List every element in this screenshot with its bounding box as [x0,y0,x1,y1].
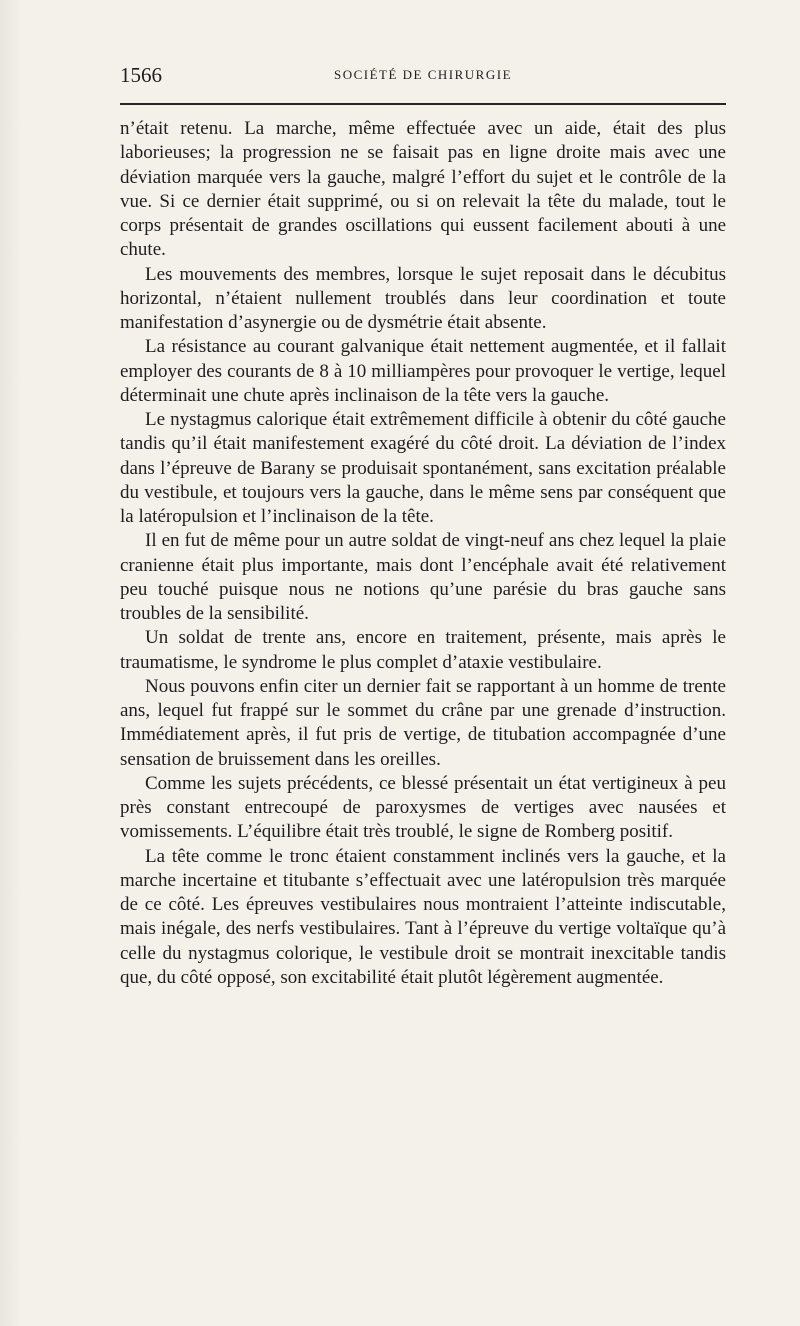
paragraph-8: Comme les sujets précédents, ce blessé présentait un état vertigineux à peu près constant entrecoupé de paroxysmes de vertiges avec nausées et vomissements. L’équilibre était très troublé, le signe de Romberg positif. [120,772,726,843]
paragraph-2: Les mouvements des membres, lorsque le sujet reposait dans le décubitus horizontal, n’étaient nullement troublés dans leur coordination et toute manifestation d’asynergie ou de dysmétrie était absente. [120,263,726,333]
page-edge-shadow [0,0,22,1326]
body-text [120,117,726,990]
header-rule [120,103,726,105]
paragraph-6: Un soldat de trente ans, encore en traitement, présente, mais après le traumatisme, le syndrome le plus complet d’ataxie vestibulaire. [120,627,726,673]
paragraph-5: Il en fut de même pour un autre soldat de vingt-neuf ans chez lequel la plaie cranienne était plus importante, mais dont l’encéphale avait été relativement peu touché puisque nous ne notions qu’une parésie du bras gauche sans troubles de la sensibilité. [120,530,726,624]
paragraph-9: La tête comme le tronc étaient constamment inclinés vers la gauche, et la marche incertaine et titubante s’effectuait avec une latéropulsion très marquée de ce côté. Les épreuves vestibulaires nous montraient l’atteinte indiscutable, mais inégale, des nerfs vestibulaires. Tant à l’épreuve du vertige voltaïque qu’à celle du nystagmus colorique, le vestibule droit se montrait inexcitable tandis que, du côté opposé, son excitabilité était plutôt légèrement augmentée. [120,845,726,988]
paragraph-1: n’était retenu. La marche, même effectuée avec un aide, était des plus laborieuses; la progression ne se faisait pas en ligne droite mais avec une déviation marquée vers la gauche, malgré l’effort du sujet et le contrôle de la vue. Si ce dernier était supprimé, ou si on relevait la tête du malade, tout le corps présentait de grandes oscillations qui eussent facilement abouti à une chute. [120,118,726,261]
paragraph-7: Nous pouvons enfin citer un dernier fait se rapportant à un homme de trente ans, lequel fut frappé sur le sommet du crâne par une grenade d’instruction. Immédiatement après, il fut pris de vertige, de titubation accompagnée d’une sensation de bruissement dans les oreilles. [120,675,726,770]
paragraph-4: Le nystagmus calorique était extrêmement difficile à obtenir du côté gauche tandis qu’il était manifestement exagéré du côté droit. La déviation de l’index dans l’épreuve de Barany se produisait spontanément, sans excitation préalable du vestibule, et toujours vers la gauche, dans le même sens par conséquent que la latéropulsion et l’inclinaison de la tête. [120,409,726,527]
running-header [120,63,726,95]
running-title: SOCIÉTÉ DE CHIRURGIE [333,67,513,82]
paragraph-3: La résistance au courant galvanique était nettement augmentée, et il fallait employer des courants de 8 à 10 milliampères pour provoquer le vertige, lequel déterminait une chute après inclinaison de la tête vers la gauche. [120,336,726,406]
page-number: 1566 [120,63,162,87]
